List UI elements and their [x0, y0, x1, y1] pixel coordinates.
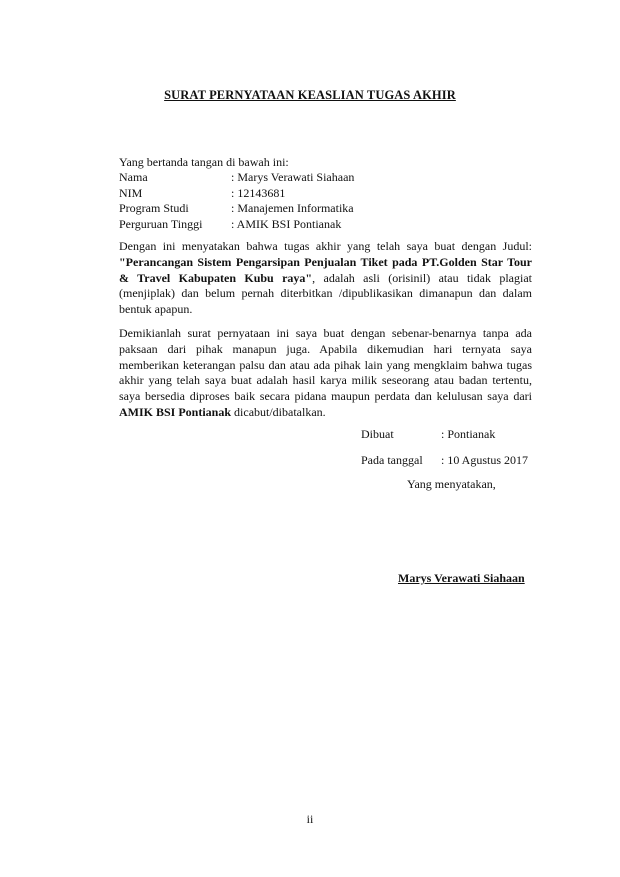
- identity-table: [119, 170, 354, 232]
- signature-place: [361, 427, 495, 442]
- thesis-title: "Perancangan Sistem Pengarsipan Penjualan Tiket pada PT.Golden Star Tour & Travel Kabupaten Kubu raya": [119, 254, 532, 285]
- identity-value: : AMIK BSI Pontianak: [231, 216, 342, 231]
- identity-row-program-studi: [119, 201, 354, 217]
- institution-name: AMIK BSI Pontianak: [119, 404, 232, 419]
- intro-line: Yang bertanda tangan di bawah ini:: [119, 155, 289, 169]
- date-value: : 10 Agustus 2017: [441, 453, 529, 467]
- place-value: : Pontianak: [441, 427, 496, 441]
- statement-rest: , adalah asli (orisinil) atau tidak plagiat (menjiplak) dan belum pernah diterbitkan /dipublikasikan dimanapun dan dalam bentuk apapun.: [119, 270, 533, 317]
- identity-row-nama: [119, 170, 354, 186]
- identity-row-perguruan-tinggi: [119, 217, 354, 233]
- signature-date: [361, 453, 528, 468]
- identity-label: Program Studi: [119, 201, 189, 215]
- identity-label: NIM: [119, 185, 143, 200]
- page-number: ii: [306, 812, 314, 826]
- identity-label: Perguruan Tinggi: [119, 216, 203, 231]
- identity-value: : Manajemen Informatika: [231, 201, 354, 215]
- closing-paragraph: [119, 326, 532, 421]
- identity-value: : Marys Verawati Siahaan: [231, 170, 355, 184]
- identity-label: Nama: [119, 170, 148, 184]
- identity-value: : 12143681: [231, 185, 286, 200]
- signatory-name: Marys Verawati Siahaan: [398, 571, 525, 585]
- closing-end: dicabut/dibatalkan.: [231, 404, 326, 419]
- signature-closing: Yang menyatakan,: [407, 477, 496, 491]
- closing-text: Demikianlah surat pernyataan ini saya buat dengan sebenar-benarnya tanpa ada paksaan dari pihak manapun juga. Apabila dikemudian hari ternyata saya memberikan keterangan palsu dan atau ada pihak lain yang mengklaim bahwa tugas akhir yang telah saya buat adalah hasil karya milik seseorang atau badan tertentu, saya bersedia diproses baik secara pidana maupun perdata dan kelulusan saya dari: [119, 326, 532, 404]
- date-label: Pada tanggal: [361, 453, 423, 467]
- statement-lead: Dengan ini menyatakan bahwa tugas akhir yang telah saya buat dengan Judul:: [119, 239, 532, 253]
- document-title: SURAT PERNYATAAN KEASLIAN TUGAS AKHIR: [164, 88, 456, 102]
- identity-row-nim: [119, 186, 354, 202]
- place-label: Dibuat: [361, 427, 394, 441]
- statement-paragraph: [119, 239, 532, 318]
